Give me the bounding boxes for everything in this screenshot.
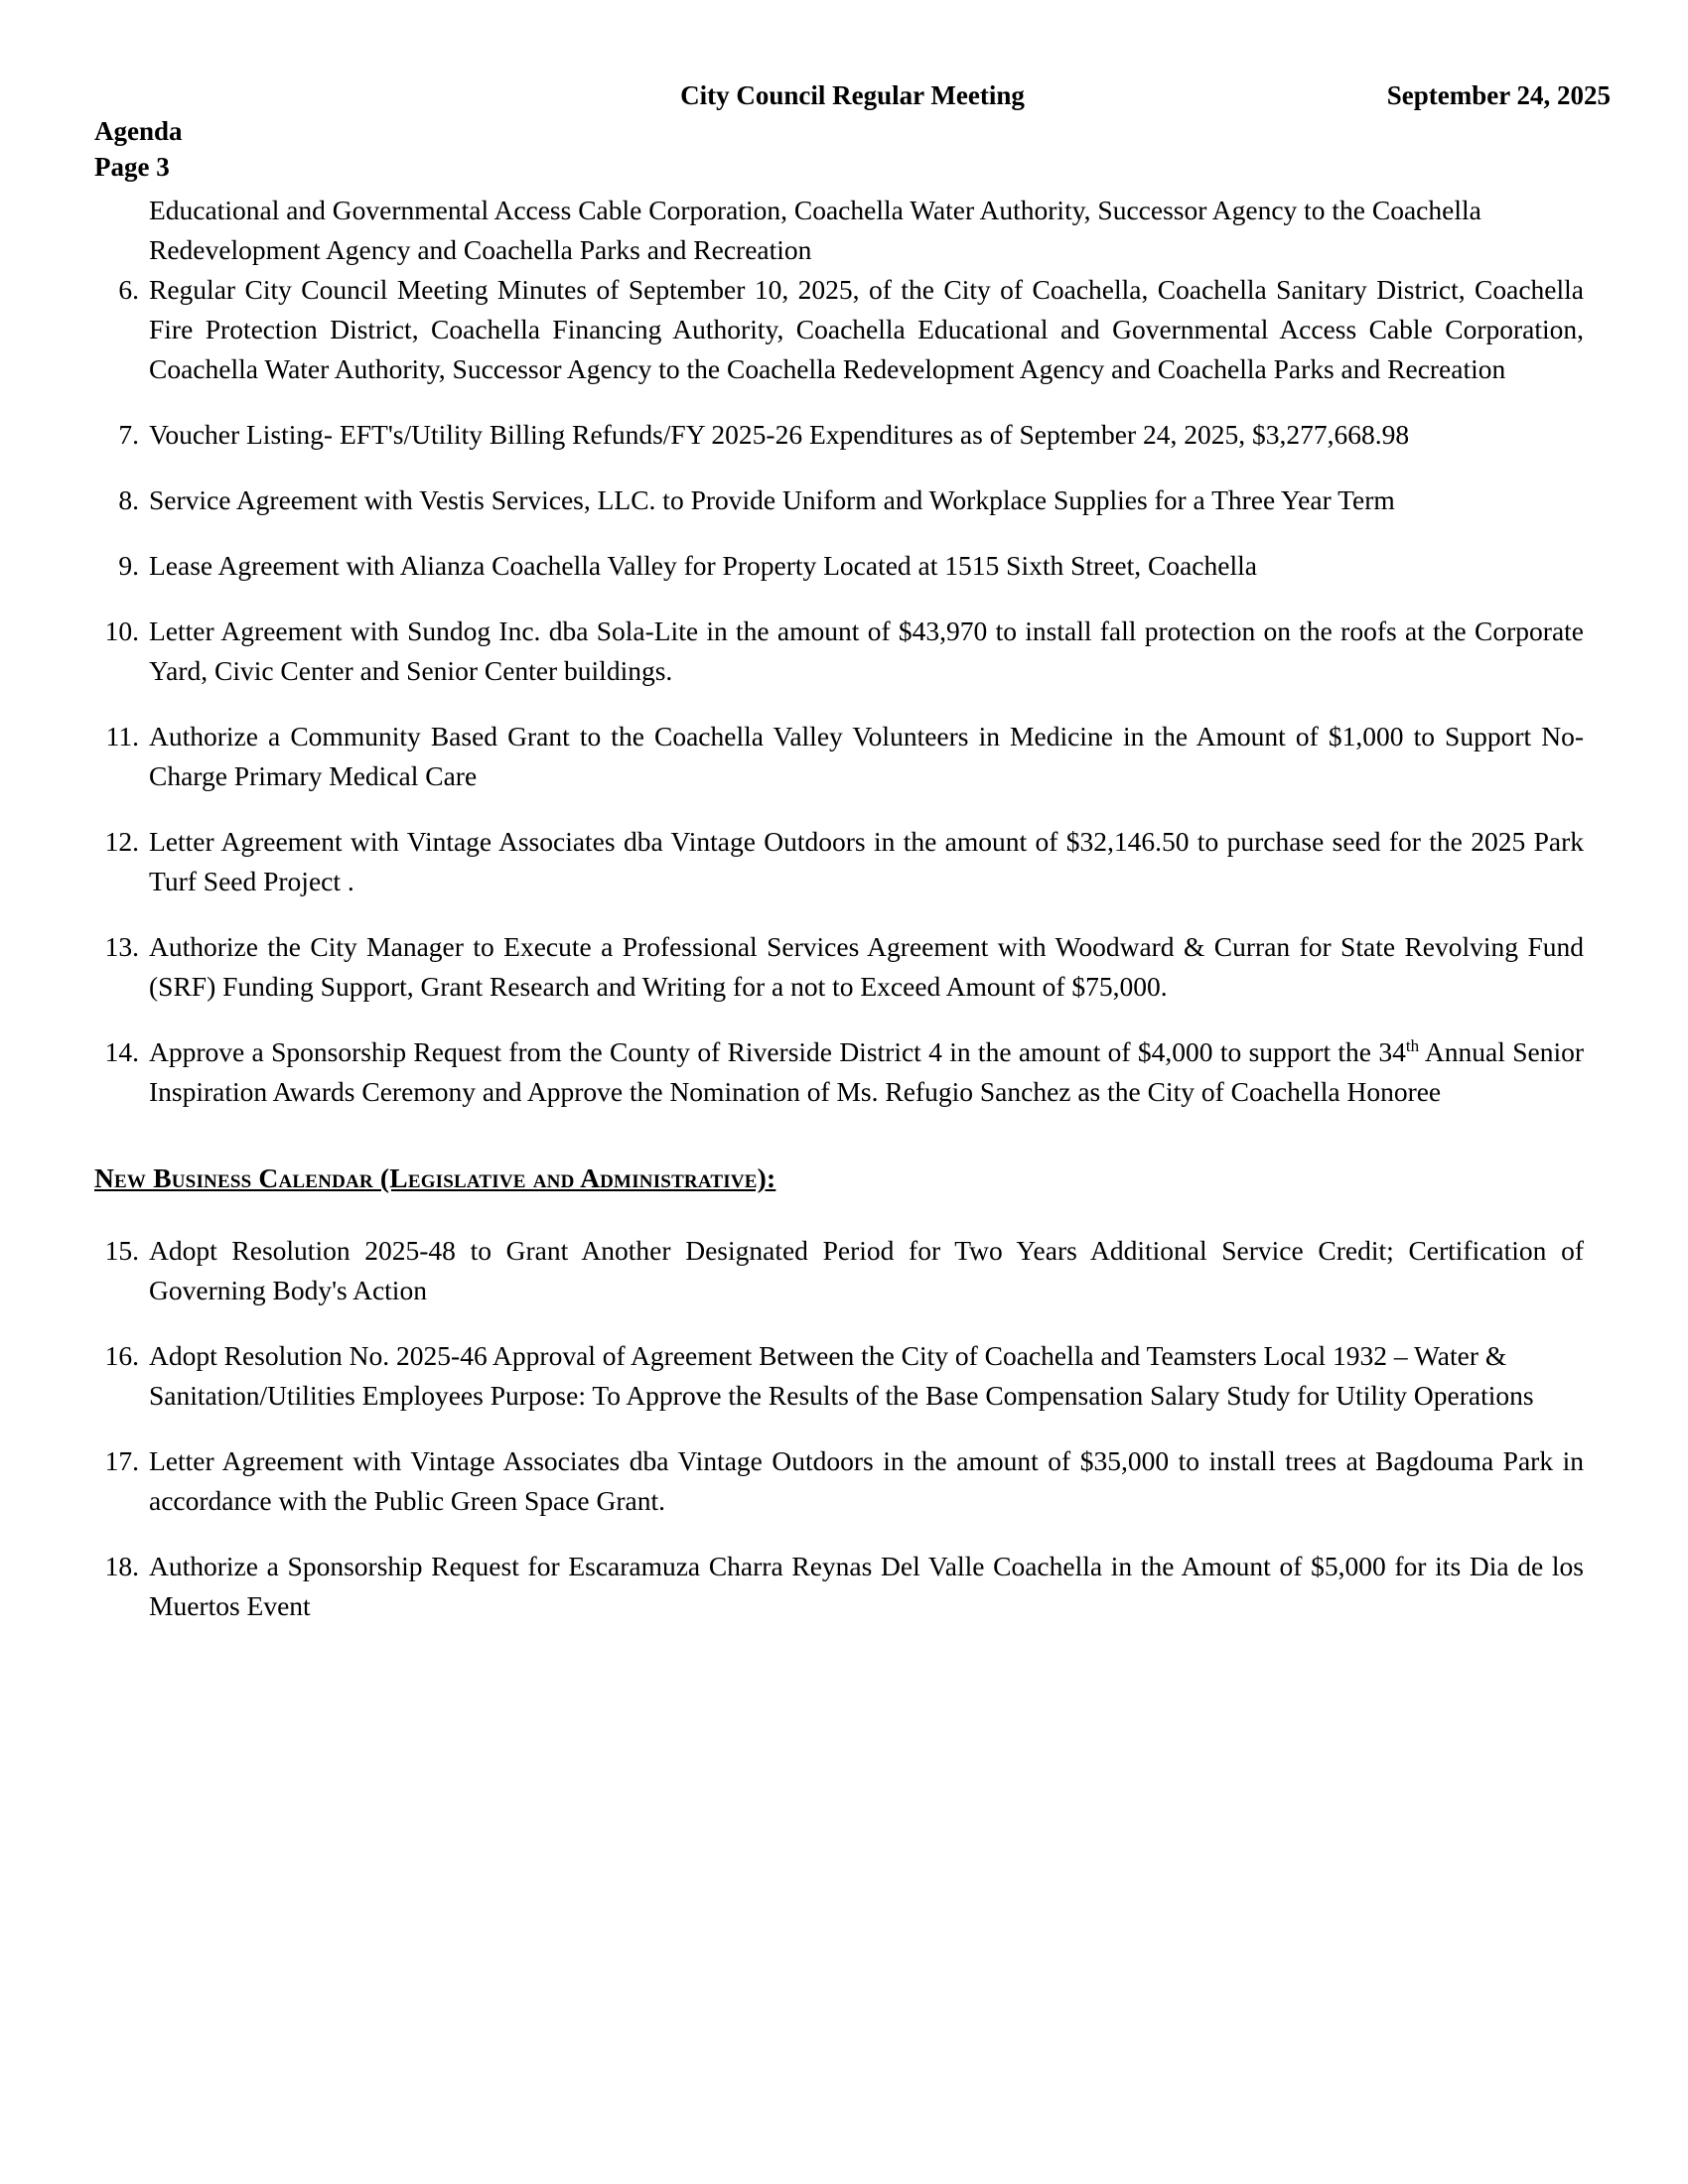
agenda-item <box>94 415 1584 455</box>
ordinal-suffix: th <box>1405 1035 1420 1055</box>
agenda-item <box>94 480 1584 520</box>
item-number: 11. <box>105 721 139 751</box>
agenda-item <box>94 546 1584 586</box>
item-text: Lease Agreement with Alianza Coachella Valley for Property Located at 1515 Sixth Street, Coachella <box>149 550 1257 581</box>
agenda-body <box>94 191 1611 1626</box>
item-number: 10. <box>104 615 139 646</box>
item-number: 13. <box>104 931 139 962</box>
item-number: 6. <box>118 274 139 305</box>
agenda-item <box>94 717 1584 796</box>
item-text: Letter Agreement with Sundog Inc. dba Sola-Lite in the amount of $43,970 to install fall protection on the roofs at the Corporate Yard, Civic Center and Senior Center buildings. <box>149 615 1584 686</box>
item-text: Regular City Council Meeting Minutes of September 10, 2025, of the City of Coachella, Coachella Sanitary District, Coachella Fire Protection District, Coachella Financing Authority, Coachella Educational and Governmental Access Cable Corporation, Coachella Water Authority, Successor Agency to the Coachella Redevelopment Agency and Coachella Parks and Recreation <box>149 274 1584 384</box>
header-meeting-date: September 24, 2025 <box>1386 80 1611 110</box>
item-text <box>149 1032 1584 1112</box>
item-number: 8. <box>118 484 139 515</box>
item-number: 17. <box>104 1445 139 1476</box>
item-number: 7. <box>118 419 139 450</box>
agenda-item <box>94 1032 1584 1112</box>
item-text: Authorize a Sponsorship Request for Escaramuza Charra Reynas Del Valle Coachella in the Amount of $5,000 for its Dia de los Muertos Event <box>149 1551 1584 1621</box>
new-business-items <box>94 1231 1611 1626</box>
consent-calendar-items <box>94 270 1611 1112</box>
item-number: 15. <box>104 1235 139 1266</box>
agenda-item <box>94 927 1584 1007</box>
header-document-type: Agenda <box>94 116 183 146</box>
item-text: Adopt Resolution 2025-48 to Grant Another Designated Period for Two Years Additional Service Credit; Certification of Governing Body's Action <box>149 1235 1584 1305</box>
item-number: 18. <box>104 1551 139 1581</box>
agenda-item <box>94 1441 1584 1521</box>
agenda-item <box>94 1336 1584 1416</box>
new-business-calendar-heading: New Business Calendar (Legislative and Administrative): <box>94 1162 776 1193</box>
header-page-number: Page 3 <box>94 152 170 182</box>
item-text: Letter Agreement with Vintage Associates dba Vintage Outdoors in the amount of $35,000 to install trees at Bagdouma Park in accordance with the Public Green Space Grant. <box>149 1445 1584 1516</box>
document-header <box>94 77 1611 182</box>
item-number: 12. <box>104 826 139 857</box>
header-meeting-title: City Council Regular Meeting <box>680 80 1025 110</box>
item-number: 14. <box>104 1036 139 1067</box>
agenda-item <box>94 612 1584 691</box>
item-text: Voucher Listing- EFT's/Utility Billing Refunds/FY 2025-26 Expenditures as of September 24, 2025, $3,277,668.98 <box>149 419 1410 450</box>
item-text: Authorize a Community Based Grant to the Coachella Valley Volunteers in Medicine in the Amount of $1,000 to Support No-Charge Primary Medical Care <box>149 721 1584 791</box>
item-text-part1: Approve a Sponsorship Request from the County of Riverside District 4 in the amount of $4,000 to support the 34 <box>149 1036 1406 1067</box>
agenda-item <box>94 270 1584 389</box>
item-text: Service Agreement with Vestis Services, LLC. to Provide Uniform and Workplace Supplies for a Three Year Term <box>149 484 1395 515</box>
item-text: Letter Agreement with Vintage Associates dba Vintage Outdoors in the amount of $32,146.50 to purchase seed for the 2025 Park Turf Seed Project . <box>149 826 1584 896</box>
agenda-item <box>94 1547 1584 1626</box>
item-number: 16. <box>104 1340 139 1371</box>
continuation-paragraph: Educational and Governmental Access Cable Corporation, Coachella Water Authority, Successor Agency to the Coachella Redevelopment Agency and Coachella Parks and Recreation <box>149 195 1481 265</box>
agenda-item <box>94 822 1584 901</box>
agenda-item <box>94 1231 1584 1310</box>
item-text: Authorize the City Manager to Execute a Professional Services Agreement with Woodward & Curran for State Revolving Fund (SRF) Funding Support, Grant Research and Writing for a not to Exceed Amount of $75,000. <box>149 931 1584 1002</box>
item-text-part2: Annual Senior Inspiration Awards Ceremony and Approve the Nomination of Ms. Refugio Sanchez as the City of Coachella Honoree <box>149 1036 1584 1107</box>
item-number: 9. <box>118 550 139 581</box>
item-text: Adopt Resolution No. 2025-46 Approval of Agreement Between the City of Coachella and Teamsters Local 1932 – Water & Sanitation/Utilities Employees Purpose: To Approve the Results of the Base Compensation Salary Study for Utility Operations <box>149 1340 1534 1411</box>
